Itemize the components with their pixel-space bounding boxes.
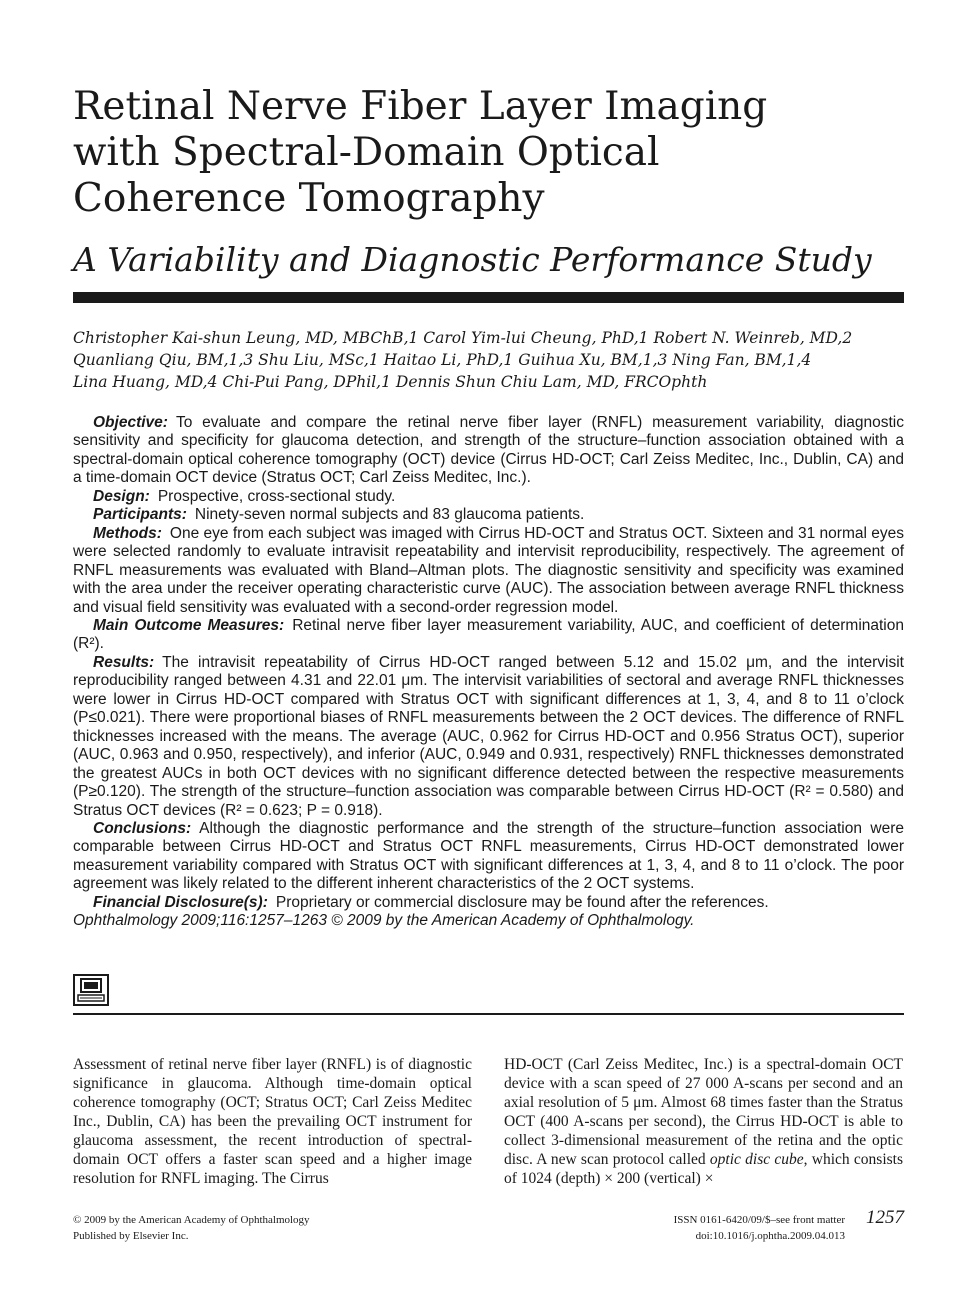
section-label: Design: [93, 487, 150, 505]
section-label: Results: [93, 653, 155, 671]
abstract-participants [73, 506, 904, 524]
section-text: Although the diagnostic performance and the strength of the structure–function association were comparable between Cirrus HD-OCT and Stratus OCT RNFL measurements, Cirrus HD-OCT demonstrated lower measurement variability compared with Stratus OCT with significant differences at 1, 3, 4, and 8 to 11 o’clock. The poor agreement was likely related to the different inherent characteristics of the 2 OCT systems. [73, 819, 904, 893]
title-divider [73, 292, 904, 303]
doi: doi:10.1016/j.ophtha.2009.04.013 [695, 1230, 845, 1242]
section-label: Participants: [93, 506, 187, 524]
section-label: Objective: [93, 414, 168, 431]
abstract-divider [73, 1013, 904, 1015]
title-line: Retinal Nerve Fiber Layer Imaging [73, 84, 768, 129]
issn: ISSN 0161-6420/09/$–see front matter [673, 1214, 845, 1226]
body-text-left: Assessment of retinal nerve fiber layer (RNFL) is of diagnostic significance in glaucoma. Although time-domain optical coherence tomography (OCT; Stratus OCT; Carl Zeiss Meditec Inc., Dublin, CA) has been the prevailing OCT instrument for glaucoma assessment, the recent introduction of spectral-domain OCT offers a faster scan speed and a higher image resolution for RNFL imaging. The Cirrus [73, 1056, 472, 1187]
abstract-objective [73, 414, 904, 488]
abstract-financial-disclosure [73, 894, 904, 912]
abstract-methods [73, 525, 904, 617]
abstract-conclusions [73, 820, 904, 894]
author-list [73, 327, 903, 393]
section-label: Conclusions: [93, 819, 192, 837]
author-line: Quanliang Qiu, BM,1,3 Shu Liu, MSc,1 Haitao Li, PhD,1 Guihua Xu, BM,1,3 Ning Fan, BM,1,4 [73, 351, 812, 369]
body-text-segment: , which consists of 1024 (depth) × 200 (vertical) × [504, 1151, 903, 1187]
copyright-notice: © 2009 by the American Academy of Ophthalmology [73, 1214, 310, 1226]
footer-right [600, 1212, 845, 1244]
abstract [73, 414, 904, 931]
section-text: Proprietary or commercial disclosure may be found after the references. [275, 893, 769, 911]
section-text: One eye from each subject was imaged with Cirrus HD-OCT and Stratus OCT. Sixteen and 31 normal eyes were selected randomly to evaluate intravisit repeatability and intervisit reproducibility, respectively. The agreement of RNFL measurements was evaluated with Bland–Altman plots. The diagnostic sensitivity and specificity was examined with the area under the receiver operating characteristic curve (AUC). The association between average RNFL thickness and visual field sensitivity was evaluated with a second-order regression model. [73, 524, 904, 616]
body-text-segment: HD-OCT (Carl Zeiss Meditec, Inc.) is a spectral-domain OCT device with a scan speed of 27 000 A-scans per second and an axial resolution of 5 μm. Almost 68 times faster than the Stratus OCT (400 A-scans per second), the Cirrus HD-OCT is able to collect 3-dimensional measurement of the retina and the optic disc. A new scan protocol called [504, 1056, 903, 1168]
section-text: Retinal nerve fiber layer measurement variability, AUC, and coefficient of determination (R²). [73, 616, 904, 653]
title-line: Coherence Tomography [73, 176, 545, 221]
title-line: with Spectral-Domain Optical [73, 130, 660, 175]
author-line: Christopher Kai-shun Leung, MD, MBChB,1 Carol Yim-lui Cheung, PhD,1 Robert N. Weinreb, MD,2 [73, 329, 853, 347]
section-label: Financial Disclosure(s): [93, 893, 268, 911]
italic-term: optic disc cube [709, 1151, 804, 1168]
section-text: Ninety-seven normal subjects and 83 glaucoma patients. [194, 506, 585, 524]
article-subtitle: A Variability and Diagnostic Performance Study [73, 240, 872, 279]
publisher-notice: Published by Elsevier Inc. [73, 1230, 189, 1242]
section-text: To evaluate and compare the retinal nerve fiber layer (RNFL) measurement variability, diagnostic sensitivity and specificity for glaucoma detection, and strength of the structure–function association obtained with a spectral-domain optical coherence tomography (OCT) device (Cirrus HD-OCT; Carl Zeiss Meditec, Inc., Dublin, CA) and a time-domain OCT device (Stratus OCT; Carl Zeiss Meditec, Inc.). [73, 414, 904, 487]
abstract-results [73, 654, 904, 820]
footer-left [73, 1212, 310, 1244]
section-text: Prospective, cross-sectional study. [157, 487, 396, 505]
abstract-design [73, 488, 904, 506]
abstract-main-outcome [73, 617, 904, 654]
computer-icon [73, 974, 109, 1006]
journal-citation: Ophthalmology 2009;116:1257–1263 © 2009 by the American Academy of Ophthalmology. [73, 912, 695, 930]
article-title [73, 84, 903, 222]
section-label: Main Outcome Measures: [93, 616, 285, 634]
section-label: Methods: [93, 524, 162, 542]
body-text-right [504, 1055, 903, 1188]
author-line: Lina Huang, MD,4 Chi-Pui Pang, DPhil,1 Dennis Shun Chiu Lam, MD, FRCOphth [73, 373, 708, 391]
page-number: 1257 [866, 1207, 904, 1228]
section-text: The intravisit repeatability of Cirrus HD-OCT ranged between 5.12 and 15.02 μm, and the intervisit reproducibility ranged between 4.31 and 22.01 μm. The intervisit variabilities of sectoral and average RNFL thicknesses were lower in Cirrus HD-OCT compared with Stratus OCT with significant differences at 1, 3, 4, and 8 to 11 o’clock (P≤0.021). There were proportional biases of RNFL measurements between the 2 OCT devices. The difference of RNFL thicknesses increased with the means. The average (AUC, 0.962 for Cirrus HD-OCT and 0.956 Stratus OCT), superior (AUC, 0.963 and 0.950, respectively), and inferior (AUC, 0.949 and 0.931, respectively) RNFL thicknesses demonstrated the greatest AUCs in both OCT devices with no significant difference detected between the respective measurements (P≥0.120). The strength of the structure–function association was comparable between Cirrus HD-OCT (R² = 0.580) and Stratus OCT devices (R² = 0.623; P = 0.918). [73, 653, 904, 819]
